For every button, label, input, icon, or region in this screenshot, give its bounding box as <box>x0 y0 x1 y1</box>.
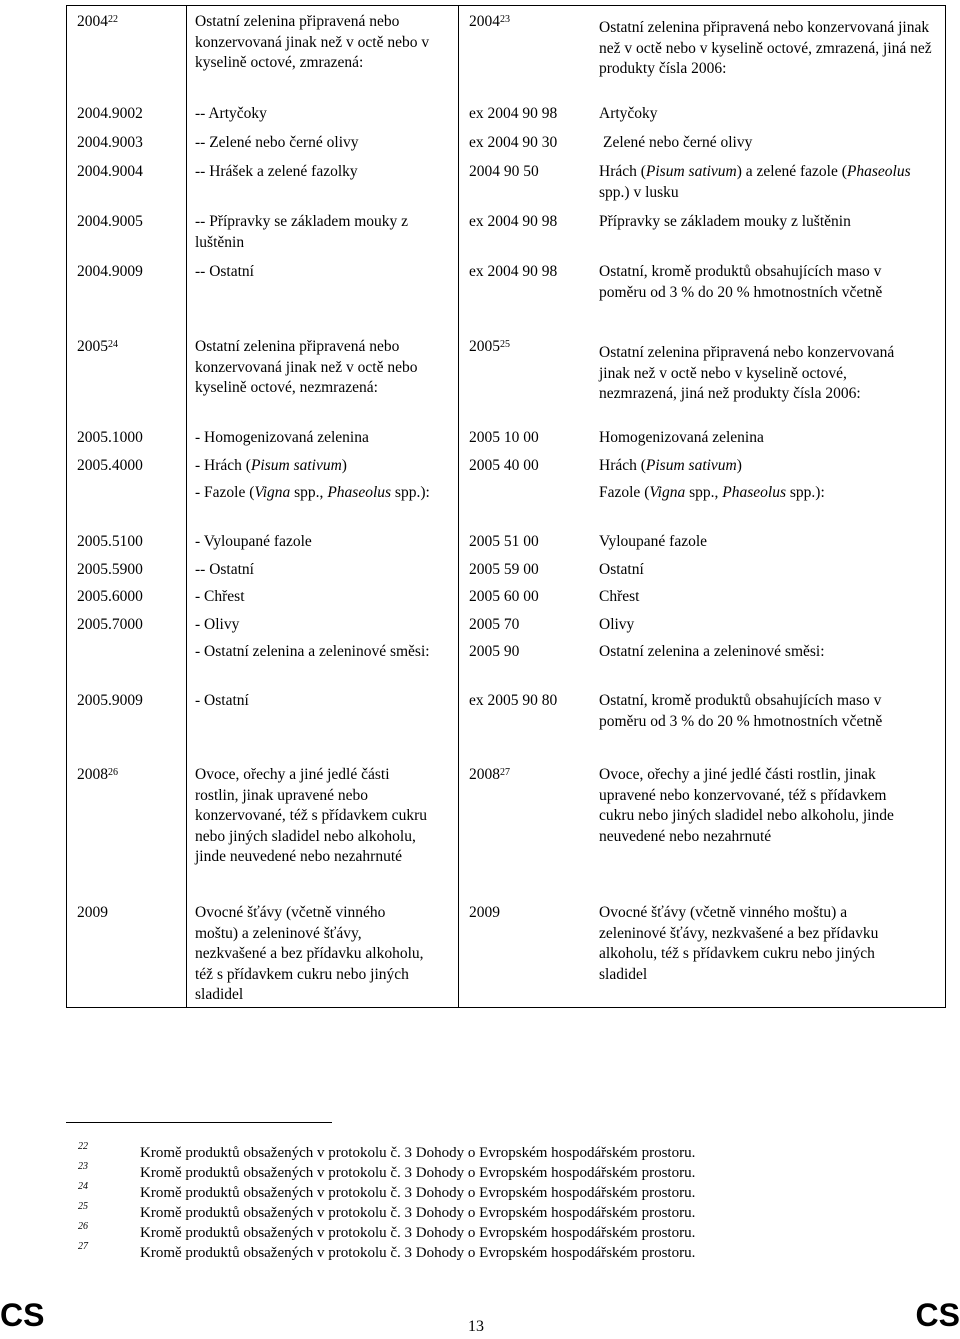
description: - Ostatní zelenina a zeleninové směsi: <box>195 643 430 660</box>
footnote-text: Kromě produktů obsažených v protokolu č. 3 Dohody o Evropském hospodářském prostoru. <box>140 1165 696 1181</box>
cn-description: Přípravky se základem mouky z luštěnin <box>599 213 851 230</box>
description: Ostatní zelenina připravená nebo konzervovaná jinak než v octě nebo v kyselině octové, zmrazená: <box>195 13 430 71</box>
cn-description: Hrách (Pisum sativum) a zelené fazole (Phaseolus spp.) v lusku <box>599 163 911 201</box>
heading-code: 2004.9003 <box>77 134 143 151</box>
description: - Vyloupané fazole <box>195 533 312 550</box>
column-divider <box>458 6 459 1007</box>
tariff-table <box>66 5 946 1008</box>
language-code-right: CS <box>915 1297 960 1333</box>
cn-code: 2004 <box>469 13 500 30</box>
cn-code: ex 2004 90 98 <box>469 213 558 230</box>
description: Ovocné šťávy (včetně vinného moštu) a zeleninové šťávy, nezkvašené a bez přídavku alkoholu, též s přídavkem cukru nebo jiných sladidel <box>195 904 424 1003</box>
heading-code: 2004 <box>77 13 108 30</box>
cn-description: Homogenizovaná zelenina <box>599 429 764 446</box>
cn-code: ex 2004 90 30 <box>469 134 558 151</box>
heading-code: 2004.9002 <box>77 105 143 122</box>
cn-code: ex 2004 90 98 <box>469 263 558 280</box>
cn-description: Fazole (Vigna spp., Phaseolus spp.): <box>599 484 825 501</box>
cn-code: 2009 <box>469 904 500 921</box>
cn-code: 2005 40 00 <box>469 457 539 474</box>
cn-code: 2005 <box>469 338 500 355</box>
heading-code: 2004.9005 <box>77 213 143 230</box>
description: - Chřest <box>195 588 245 605</box>
cn-description: Ovocné šťávy (včetně vinného moštu) a zeleninové šťávy, nezkvašené a bez přídavku alkoholu, též s přídavkem cukru nebo jiných sladidel <box>599 904 879 983</box>
cn-code: 2005 59 00 <box>469 561 539 578</box>
cn-description: Chřest <box>599 588 640 605</box>
cn-description: Hrách (Pisum sativum) <box>599 457 742 474</box>
footnote-text: Kromě produktů obsažených v protokolu č. 3 Dohody o Evropském hospodářském prostoru. <box>140 1145 696 1161</box>
footnote-text: Kromě produktů obsažených v protokolu č. 3 Dohody o Evropském hospodářském prostoru. <box>140 1225 696 1241</box>
description: - Hrách (Pisum sativum) <box>195 457 347 474</box>
heading-code: 2005.6000 <box>77 588 143 605</box>
column-divider <box>186 6 187 1007</box>
cn-description: Ostatní zelenina a zeleninové směsi: <box>599 643 825 660</box>
footnote-ref: 24 <box>108 339 118 350</box>
cn-code: 2005 90 <box>469 643 520 660</box>
footnote-ref: 22 <box>108 14 118 25</box>
page-number: 13 <box>468 1318 484 1335</box>
footnote-number: 24 <box>78 1181 88 1192</box>
cn-code: ex 2004 90 98 <box>469 105 558 122</box>
cn-description: Ostatní, kromě produktů obsahujících maso v poměru od 3 % do 20 % hmotnostních včetně <box>599 692 883 730</box>
heading-code: 2008 <box>77 766 108 783</box>
description: -- Artyčoky <box>195 105 267 122</box>
cn-description: Ostatní zelenina připravená nebo konzervovaná jinak než v octě nebo v kyselině octové, zmrazená, jiná než produkty čísla 2006: <box>599 19 932 77</box>
footnote-ref: 27 <box>500 767 510 778</box>
footnote-number: 26 <box>78 1221 88 1232</box>
footnote-ref: 26 <box>108 767 118 778</box>
heading-code: 2005.5900 <box>77 561 143 578</box>
description: - Fazole (Vigna spp., Phaseolus spp.): <box>195 484 430 501</box>
footnote-text: Kromě produktů obsažených v protokolu č. 3 Dohody o Evropském hospodářském prostoru. <box>140 1185 696 1201</box>
heading-code: 2005.7000 <box>77 616 143 633</box>
cn-code: 2005 10 00 <box>469 429 539 446</box>
footnote-number: 27 <box>78 1241 88 1252</box>
heading-code: 2005.1000 <box>77 429 143 446</box>
description: - Ostatní <box>195 692 249 709</box>
description: -- Ostatní <box>195 263 254 280</box>
heading-code: 2004.9009 <box>77 263 143 280</box>
heading-code: 2009 <box>77 904 108 921</box>
cn-code: 2005 60 00 <box>469 588 539 605</box>
footnote-ref: 25 <box>500 339 510 350</box>
footnote-number: 25 <box>78 1201 88 1212</box>
footnote-separator <box>66 1122 332 1123</box>
cn-description: Ostatní <box>599 561 644 578</box>
description: - Homogenizovaná zelenina <box>195 429 369 446</box>
description: -- Ostatní <box>195 561 254 578</box>
description: - Olivy <box>195 616 240 633</box>
footnote-number: 22 <box>78 1141 88 1152</box>
footnote-ref: 23 <box>500 14 510 25</box>
cn-code: 2005 70 <box>469 616 520 633</box>
description: Ostatní zelenina připravená nebo konzervovaná jinak než v octě nebo kyselině octové, nezmrazená: <box>195 338 418 396</box>
heading-code: 2004.9004 <box>77 163 143 180</box>
cn-description: Artyčoky <box>599 105 658 122</box>
cn-description: Ostatní, kromě produktů obsahujících maso v poměru od 3 % do 20 % hmotnostních včetně <box>599 263 883 301</box>
cn-description: Ostatní zelenina připravená nebo konzervovaná jinak než v octě nebo v kyselině octové, nezmrazená, jiná než produkty čísla 2006: <box>599 344 895 402</box>
heading-code: 2005.4000 <box>77 457 143 474</box>
cn-code: 2008 <box>469 766 500 783</box>
cn-description: Ovoce, ořechy a jiné jedlé části rostlin, jinak upravené nebo konzervované, též s přídavkem cukru nebo jiných sladidel nebo alkoholu, jinde neuvedené nebo nezahrnuté <box>599 766 894 845</box>
cn-code: 2004 90 50 <box>469 163 539 180</box>
cn-code: 2005 51 00 <box>469 533 539 550</box>
heading-code: 2005.9009 <box>77 692 143 709</box>
description: -- Hrášek a zelené fazolky <box>195 163 358 180</box>
cn-description: Olivy <box>599 616 635 633</box>
language-code-left: CS <box>0 1297 45 1333</box>
cn-code: ex 2005 90 80 <box>469 692 558 709</box>
cn-description: Zelené nebo černé olivy <box>603 134 753 151</box>
description: -- Zelené nebo černé olivy <box>195 134 359 151</box>
footnote-text: Kromě produktů obsažených v protokolu č. 3 Dohody o Evropském hospodářském prostoru. <box>140 1245 696 1261</box>
heading-code: 2005.5100 <box>77 533 143 550</box>
description: -- Přípravky se základem mouky z luštěnin <box>195 213 409 251</box>
description: Ovoce, ořechy a jiné jedlé části rostlin, jinak upravené nebo konzervované, též s přídavkem cukru nebo jiných sladidel nebo alkoholu, jinde neuvedené nebo nezahrnuté <box>195 766 427 865</box>
cn-description: Vyloupané fazole <box>599 533 708 550</box>
heading-code: 2005 <box>77 338 108 355</box>
footnote-number: 23 <box>78 1161 88 1172</box>
footnote-text: Kromě produktů obsažených v protokolu č. 3 Dohody o Evropském hospodářském prostoru. <box>140 1205 696 1221</box>
